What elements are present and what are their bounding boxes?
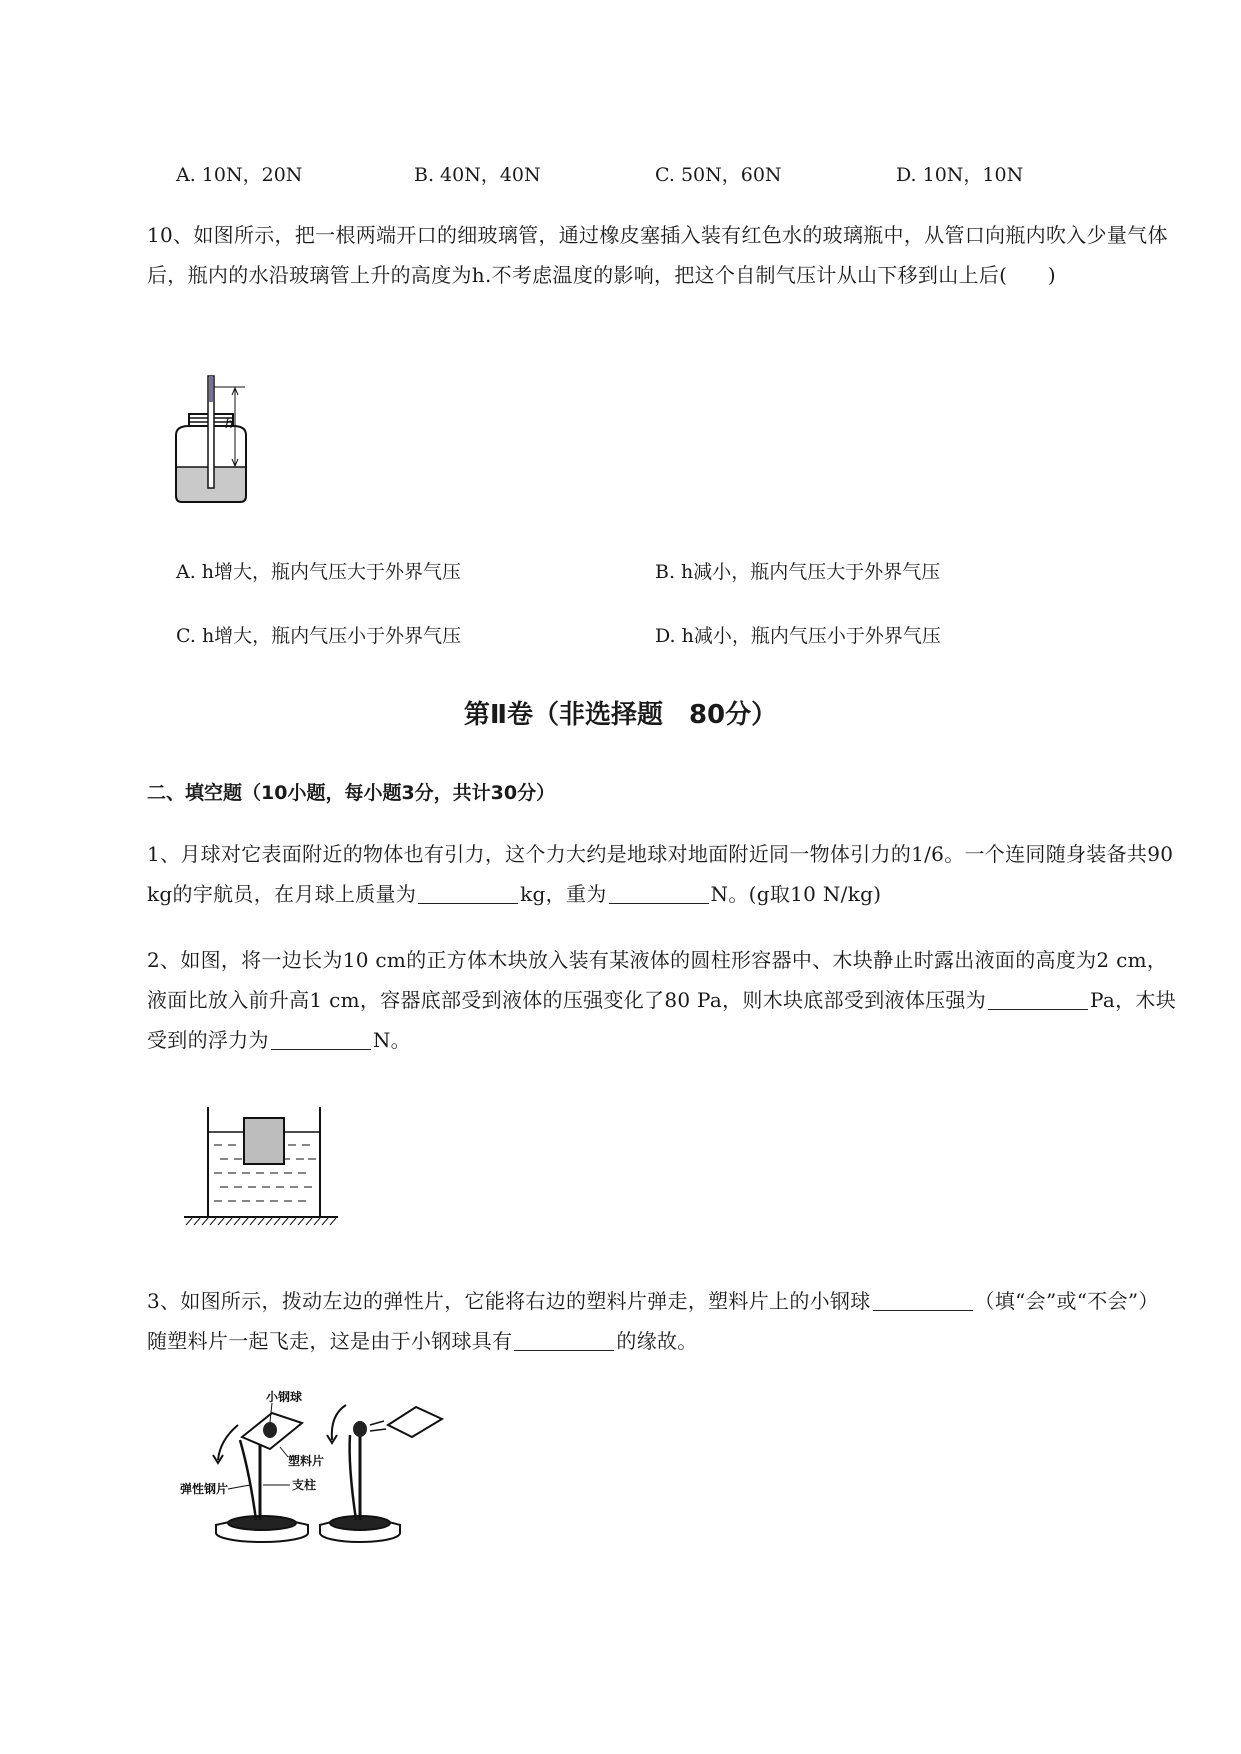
q10-question-text: 10、如图所示，把一根两端开口的细玻璃管，通过橡皮塞插入装有红色水的玻璃瓶中，从管口向瓶内吹入少量气体后，瓶内的水沿玻璃管上升的高度为h.不考虑温度的影响，把这个自制气压计从山下移到山上后( ) [147,223,1168,287]
section-title: 第Ⅱ卷（非选择题 80分） [463,700,778,730]
answer-blank[interactable] [514,1330,614,1351]
svg-text:弹性钢片: 弹性钢片 [180,1482,229,1496]
answer-blank[interactable] [271,1029,371,1050]
q9-option-d: D. 10N，10N [896,164,1024,186]
q9-option-b: B. 40N，40N [414,164,541,186]
svg-text:塑料片: 塑料片 [288,1454,325,1468]
answer-blank[interactable] [873,1290,973,1311]
steel-ball [263,1422,277,1438]
q10-option-d: D. h减小，瓶内气压小于外界气压 [655,625,941,647]
fill-question-2: 2、如图，将一边长为10 cm的正方体木块放入装有某液体的圆柱形容器中、木块静止时露出液面的高度为2 cm，液面比放入前升高1 cm，容器底部受到液体的压强变化了80 Pa，则木块底部受到液体压强为 Pa，木块受到的浮力为 N。 [147,948,1177,1052]
q9-option-a: A. 10N，20N [176,164,303,186]
q10-option-c: C. h增大，瓶内气压小于外界气压 [176,625,462,647]
wooden-block [244,1118,284,1164]
section-subtitle: 二、填空题（10小题，每小题3分，共计30分） [147,782,556,804]
h-label: h [225,417,234,432]
q10-option-a: A. h增大，瓶内气压大于外界气压 [176,561,462,583]
fill-question-1: 1、月球对它表面附近的物体也有引力，这个力大约是地球对地面附近同一物体引力的1/6。一个连同随身装备共90 kg的宇航员，在月球上质量为 kg，重为 N。(g取10 N/kg) [147,842,1174,906]
container-block-figure [180,1105,340,1230]
svg-text:小钢球: 小钢球 [266,1390,303,1404]
q10-option-b: B. h减小，瓶内气压大于外界气压 [655,561,941,583]
barometer-figure [165,370,265,510]
fill-question-3: 3、如图所示，拨动左边的弹性片，它能将右边的塑料片弹走，塑料片上的小钢球 （填“会”或“不会”）随塑料片一起飞走，这是由于小钢球具有 的缘故。 [147,1289,1159,1353]
answer-blank[interactable] [418,883,518,904]
q9-option-c: C. 50N，60N [655,164,782,186]
svg-text:支柱: 支柱 [292,1478,317,1492]
answer-blank[interactable] [988,989,1088,1010]
answer-blank[interactable] [609,883,709,904]
spring-plate-figure [180,1385,450,1545]
